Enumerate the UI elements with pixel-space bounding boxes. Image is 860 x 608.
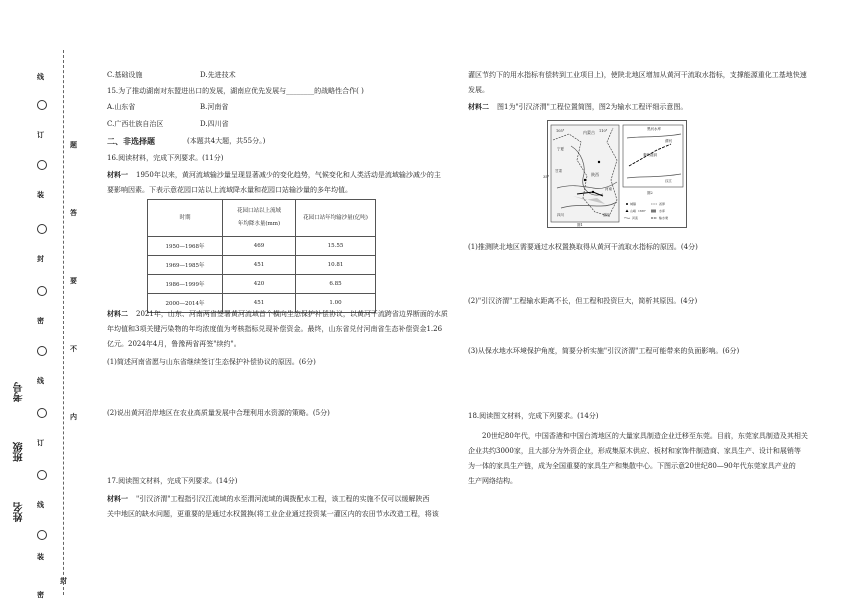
q17-m1-line: 关中地区的缺水问题，更重要的是通过水权置换(将工业企业通过投资某一灌区内的农田节水改造工程，将该 [107,510,439,518]
strip-label: 要 [70,276,77,285]
lon-label: 105° [556,129,565,133]
q16-m1-line: 1950年以来，黄河流域输沙量呈现显著减少的变化趋势，气候变化和人类活动是流域输沙减少的主 [136,171,441,179]
table-cell: 10.81 [296,256,376,275]
table-row [148,275,376,294]
table-header: 花园口站以上流域 [236,208,281,214]
q16-m2-label: 材料二 [107,309,128,318]
strip-label: 订 [37,438,44,447]
q15-option-d: D.四川省 [200,120,229,128]
q15-option-d-prev: D.先进技术 [200,71,236,79]
legend-item: 输水渠 [659,216,669,221]
q18-line: 生产网络结构。 [468,477,517,485]
strip-label: 装 [37,552,44,561]
figure-2-caption: 图2 [647,191,653,195]
strip-label: 封 [60,576,67,585]
fig2-label: 汉江 [665,179,672,183]
peak-elevation: 1687 [638,209,646,214]
region-label: 湖北 [603,213,610,217]
table-cell: 2000—2014年 [148,294,223,313]
lat-label: 35° [543,175,550,179]
sediment-table [147,199,376,313]
q18-line: 为一体的家具生产链，成为全国重要的家具生产和集散中心。下图示意20世纪80—90年代东莞家具产业的 [468,462,796,470]
table-header: 时期 [148,200,223,237]
table-cell: 451 [223,256,296,275]
table-cell: 469 [223,237,296,256]
strip-label: 题 [70,140,77,149]
q15-option-c: C.广西壮族自治区 [107,120,164,128]
table-cell: 451 [223,294,296,313]
table-header-row [148,200,376,237]
q16-m1-label: 材料一 [107,170,128,179]
binding-hole [37,224,47,234]
strip-label: 线 [37,500,44,509]
table-cell: 15.55 [296,237,376,256]
table-row [148,256,376,275]
strip-label: 线 [37,72,44,81]
fig2-label: 秦岭隧洞 [643,153,657,157]
binding-hole [37,160,47,170]
table-cell: 6.85 [296,275,376,294]
strip-label: 装 [37,190,44,199]
table-cell: 420 [223,275,296,294]
q17-m1-label: 材料一 [107,494,128,503]
q17-part3: (3)从保水地水环境保护角度，简要分析实施"引汉济渭"工程可能带来的负面影响。(6分) [468,347,740,355]
legend-item: 省界 [659,202,666,207]
strip-label: 密 [37,590,44,599]
region-label: 四川 [557,213,564,217]
q15-stem: 15.为了推动湖南对东盟进出口的发展，湖南应优先发展与________的战略性合作( ) [107,87,364,95]
binding-hole [37,530,47,540]
strip-label: 线 [37,376,44,385]
legend-item: 城镇 [630,202,637,207]
binding-dashed-line [63,50,64,595]
q17-m2-label: 材料二 [468,102,489,111]
q17-cont-line: 发展。 [468,86,489,94]
table-header [223,200,296,237]
binding-hole [37,286,47,296]
strip-label: 内 [70,412,77,421]
q16-m2-line: 年均值和3项关键污染物的年均浓度值为考核指标兑现补偿资金。最终，山东省兑付河南省生态补偿资金1.26 [107,325,443,333]
strip-label: 不 [70,344,77,353]
table-cell: 1950—1968年 [148,237,223,256]
q15-option-c-prev: C.基础设施 [107,71,143,79]
binding-hole [37,470,47,480]
exam-number-field[interactable]: 考号 [14,382,25,402]
q15-option-a: A.山东省 [107,103,136,111]
q18-line: 企业共约3000家，且大部分为外资企业，形成集原木供应、板材和家饰件制造商、家具生产、设计和展销等 [468,447,801,455]
legend-item: 水库 [659,209,666,214]
q17-cont-line: 灌区节约下的用水指标有偿转到工业项目上)，使陕北地区增加从黄河干流取水指标，支撑能源重化工基地快速 [468,71,807,79]
table-header: 年均降水量(mm) [237,221,281,227]
name-field[interactable]: 姓名 [14,502,25,522]
region-label: 宁夏 [557,147,564,151]
section-title: 二、非选择题 [107,136,155,146]
table-row [148,237,376,256]
table-cell: 1986—1999年 [148,275,223,294]
legend-item: 河流 [632,216,639,221]
strip-label: 订 [37,130,44,139]
q16-part2: (2)说出黄河沿岸地区在农业高质量发展中合理利用水资源的策略。(5分) [107,409,330,417]
binding-hole [37,346,47,356]
section-note: (本题共4大题，共55分。) [187,137,266,145]
strip-label: 答 [70,208,77,217]
region-label: 陕西 [591,172,599,177]
fig2-label: 黑河水库 [647,127,661,131]
legend-item: 山峰 [630,209,637,214]
figure-1-caption: 图1 [577,223,583,227]
q16-stem: 16.阅读材料，完成下列要求。(11分) [107,154,224,162]
region-label: 内蒙古 [583,130,595,135]
q15-option-b: B.河南省 [200,103,229,111]
fig2-label: 渭河 [665,139,672,143]
binding-hole [37,100,47,110]
q16-m2-line: 亿元。2024年4月，鲁豫两省再签"续约"。 [107,340,241,348]
table-header: 花园口站年均输沙量(亿吨) [296,200,376,237]
region-label: 甘肃 [555,169,562,173]
project-location-map [543,120,687,228]
strip-label: 封 [37,254,44,263]
q17-part1: (1)推测陕北地区需要通过水权置换取得从黄河干流取水指标的原因。(4分) [468,243,698,251]
table-cell: 1.00 [296,294,376,313]
q16-m2-line: 2021年，山东、河南两省签署黄河流域首个横向生态保护补偿协议，以黄河干流跨省边界断面的水质 [136,310,448,318]
q18-stem: 18.阅读图文材料，完成下列要求。(14分) [468,412,599,420]
q17-stem: 17.阅读图文材料，完成下列要求。(14分) [107,477,238,485]
q17-m2-text: 图1为"引汉济渭"工程位置简图，图2为输水工程评细示意图。 [497,103,688,111]
q16-m1-line: 要影响因素。下表示意花园口站以上流域降水量和花园口站输沙量的多年均值。 [107,186,352,194]
strip-label: 密 [37,316,44,325]
q18-line: 20世纪80年代，中国香港和中国台湾地区的大量家具制造企业迁移至东莞。目前，东莞家具制造及其相关 [482,432,808,440]
q16-part1: (1)简述河南省愿与山东省继续签订生态保护补偿协议的原因。(6分) [107,358,316,366]
region-label: 河南 [605,187,612,191]
binding-hole [37,408,47,418]
table-cell: 1969—1985年 [148,256,223,275]
q17-m1-line: "引汉济渭"工程指引汉江流域的水至渭河流域的调拨配水工程，该工程的实施不仅可以缓解陕西 [136,495,430,503]
lon-label: 110° [599,129,608,133]
class-field[interactable]: 班级 [14,442,25,462]
q17-part2: (2)"引汉济渭"工程输水距离不长，但工程和投资巨大，简析其原因。(4分) [468,297,698,305]
